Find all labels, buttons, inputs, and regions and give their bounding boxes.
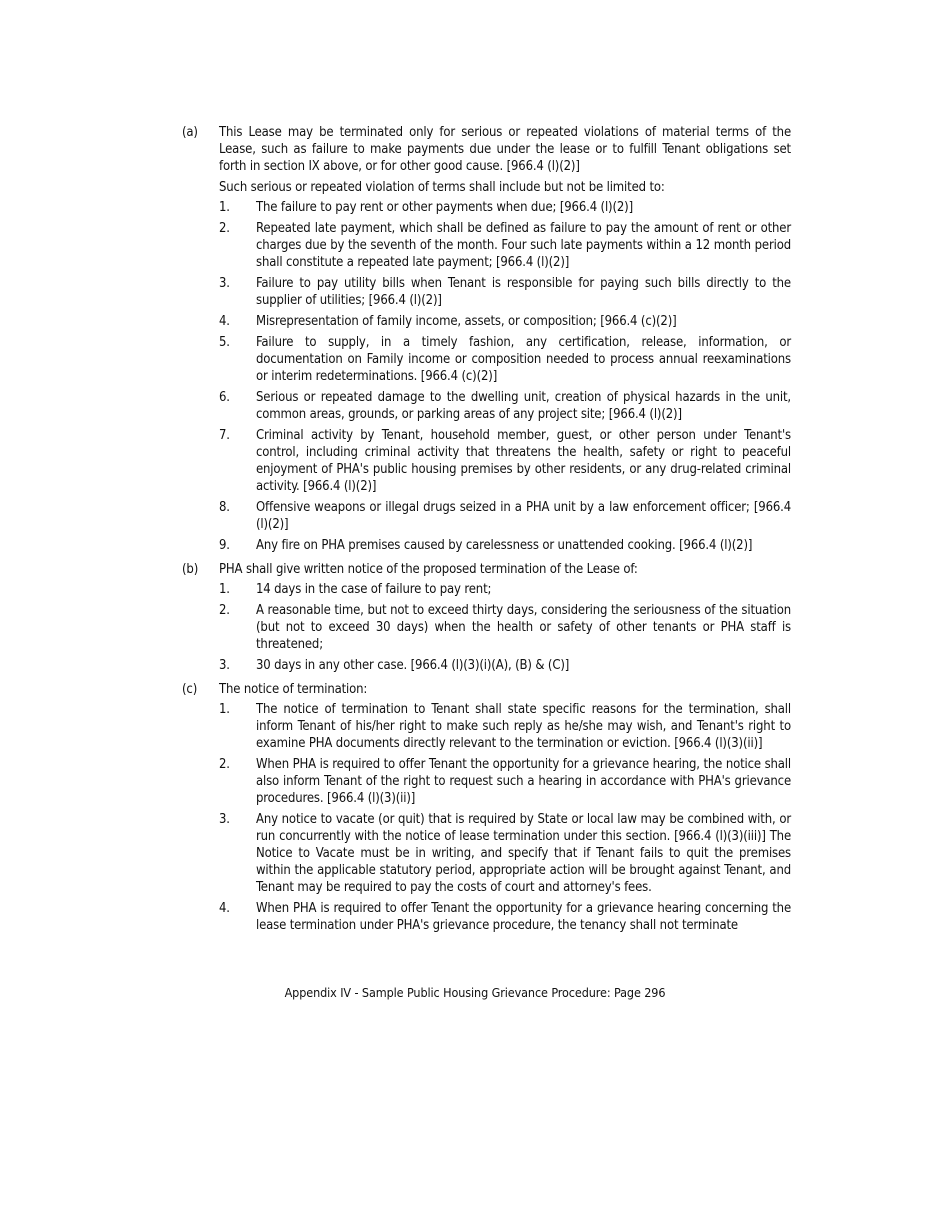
item-number: 5. bbox=[219, 335, 230, 350]
item-number: 8. bbox=[219, 500, 230, 515]
item-number: 3. bbox=[219, 276, 230, 291]
item-text: Failure to pay utility bills when Tenant is responsible for paying such bills directly to the supplier of utilities; [966.4 (l)(2)] bbox=[256, 276, 791, 308]
list-item bbox=[219, 701, 791, 752]
list-item bbox=[219, 900, 791, 934]
item-text: Offensive weapons or illegal drugs seized in a PHA unit by a law enforcement officer; [966.4 (l)(2)] bbox=[256, 500, 791, 532]
list-item bbox=[219, 581, 791, 598]
list-item bbox=[219, 334, 791, 385]
item-text: The notice of termination to Tenant shall state specific reasons for the termination, shall inform Tenant of his/her right to make such reply as he/she may wish, and Tenant's right to examine PHA documents directly relevant to the termination or eviction. [966.4 (l)(3)(ii)] bbox=[256, 702, 791, 751]
item-number: 9. bbox=[219, 538, 230, 553]
item-number: 2. bbox=[219, 221, 230, 236]
section-label: (a) bbox=[182, 125, 198, 140]
item-text: A reasonable time, but not to exceed thirty days, considering the seriousness of the situation (but not to exceed 30 days) when the health or safety of other tenants or PHA staff is threatened; bbox=[256, 603, 791, 652]
section-intro: The notice of termination: bbox=[219, 682, 368, 697]
list-item bbox=[219, 389, 791, 423]
item-text: Repeated late payment, which shall be defined as failure to pay the amount of rent or other charges due by the seventh of the month. Four such late payments within a 12 month period shall constitute a repeated late payment; [966.4 (l)(2)] bbox=[256, 221, 791, 270]
section-intro: PHA shall give written notice of the proposed termination of the Lease of: bbox=[219, 562, 638, 577]
item-text: Any fire on PHA premises caused by carelessness or unattended cooking. [966.4 (l)(2)] bbox=[256, 538, 753, 553]
item-number: 1. bbox=[219, 200, 230, 215]
section-c bbox=[182, 681, 791, 938]
item-text: When PHA is required to offer Tenant the opportunity for a grievance hearing concerning the lease termination under PHA's grievance procedure, the tenancy shall not terminate bbox=[256, 901, 791, 933]
item-number: 1. bbox=[219, 582, 230, 597]
item-text: 14 days in the case of failure to pay rent; bbox=[256, 582, 492, 597]
section-body bbox=[219, 124, 791, 558]
item-number: 4. bbox=[219, 314, 230, 329]
item-text: Any notice to vacate (or quit) that is required by State or local law may be combined with, or run concurrently with the notice of lease termination under this section. [966.4 (l)(3)(iii)] The Notice to Vacate must be in writing, and specify that if Tenant fails to quit the premises within the applicable statutory period, appropriate action will be brought against Tenant, and Tenant may be required to pay the costs of court and attorney's fees. bbox=[256, 812, 791, 895]
section-paragraph: This Lease may be terminated only for serious or repeated violations of material terms of the Lease, such as failure to make payments due under the lease or to fulfill Tenant obligations set forth in section IX above, or for other good cause. [966.4 (l)(2)] bbox=[219, 125, 791, 174]
section-label: (c) bbox=[182, 682, 198, 697]
item-text: 30 days in any other case. [966.4 (l)(3)(i)(A), (B) & (C)] bbox=[256, 658, 570, 673]
list-item bbox=[219, 811, 791, 896]
item-text: Failure to supply, in a timely fashion, any certification, release, information, or documentation on Family income or composition needed to process annual reexaminations or interim redeterminations. [966.4 (c)(2)] bbox=[256, 335, 791, 384]
section-b bbox=[182, 561, 791, 678]
section-intro: Such serious or repeated violation of terms shall include but not be limited to: bbox=[219, 180, 665, 195]
item-number: 2. bbox=[219, 603, 230, 618]
item-text: Criminal activity by Tenant, household member, guest, or other person under Tenant's control, including criminal activity that threatens the health, safety or right to peaceful enjoyment of PHA's public housing premises by other residents, or any drug-related criminal activity. [966.4 (l)(2)] bbox=[256, 428, 791, 494]
list-item bbox=[219, 602, 791, 653]
list-item bbox=[219, 220, 791, 271]
item-number: 3. bbox=[219, 658, 230, 673]
list-item bbox=[219, 427, 791, 495]
list-item bbox=[219, 537, 791, 554]
item-text: The failure to pay rent or other payments when due; [966.4 (l)(2)] bbox=[256, 200, 634, 215]
section-a bbox=[182, 124, 791, 558]
section-body bbox=[219, 561, 791, 678]
item-number: 4. bbox=[219, 901, 230, 916]
list-item bbox=[219, 275, 791, 309]
page-footer: Appendix IV - Sample Public Housing Grievance Procedure: Page 296 bbox=[284, 985, 666, 1000]
item-number: 3. bbox=[219, 812, 230, 827]
item-number: 1. bbox=[219, 702, 230, 717]
item-text: Misrepresentation of family income, assets, or composition; [966.4 (c)(2)] bbox=[256, 314, 677, 329]
section-body bbox=[219, 681, 791, 938]
list-item bbox=[219, 657, 791, 674]
item-number: 2. bbox=[219, 757, 230, 772]
item-text: When PHA is required to offer Tenant the opportunity for a grievance hearing, the notice shall also inform Tenant of the right to request such a hearing in accordance with PHA's grievance procedures. [966.4 (l)(3)(ii)] bbox=[256, 757, 791, 806]
list-item bbox=[219, 499, 791, 533]
item-text: Serious or repeated damage to the dwelling unit, creation of physical hazards in the unit, common areas, grounds, or parking areas of any project site; [966.4 (l)(2)] bbox=[256, 390, 791, 422]
section-label: (b) bbox=[182, 562, 199, 577]
list-item bbox=[219, 313, 791, 330]
list-item bbox=[219, 756, 791, 807]
document-body bbox=[182, 124, 791, 941]
item-number: 6. bbox=[219, 390, 230, 405]
item-number: 7. bbox=[219, 428, 230, 443]
list-item bbox=[219, 199, 791, 216]
